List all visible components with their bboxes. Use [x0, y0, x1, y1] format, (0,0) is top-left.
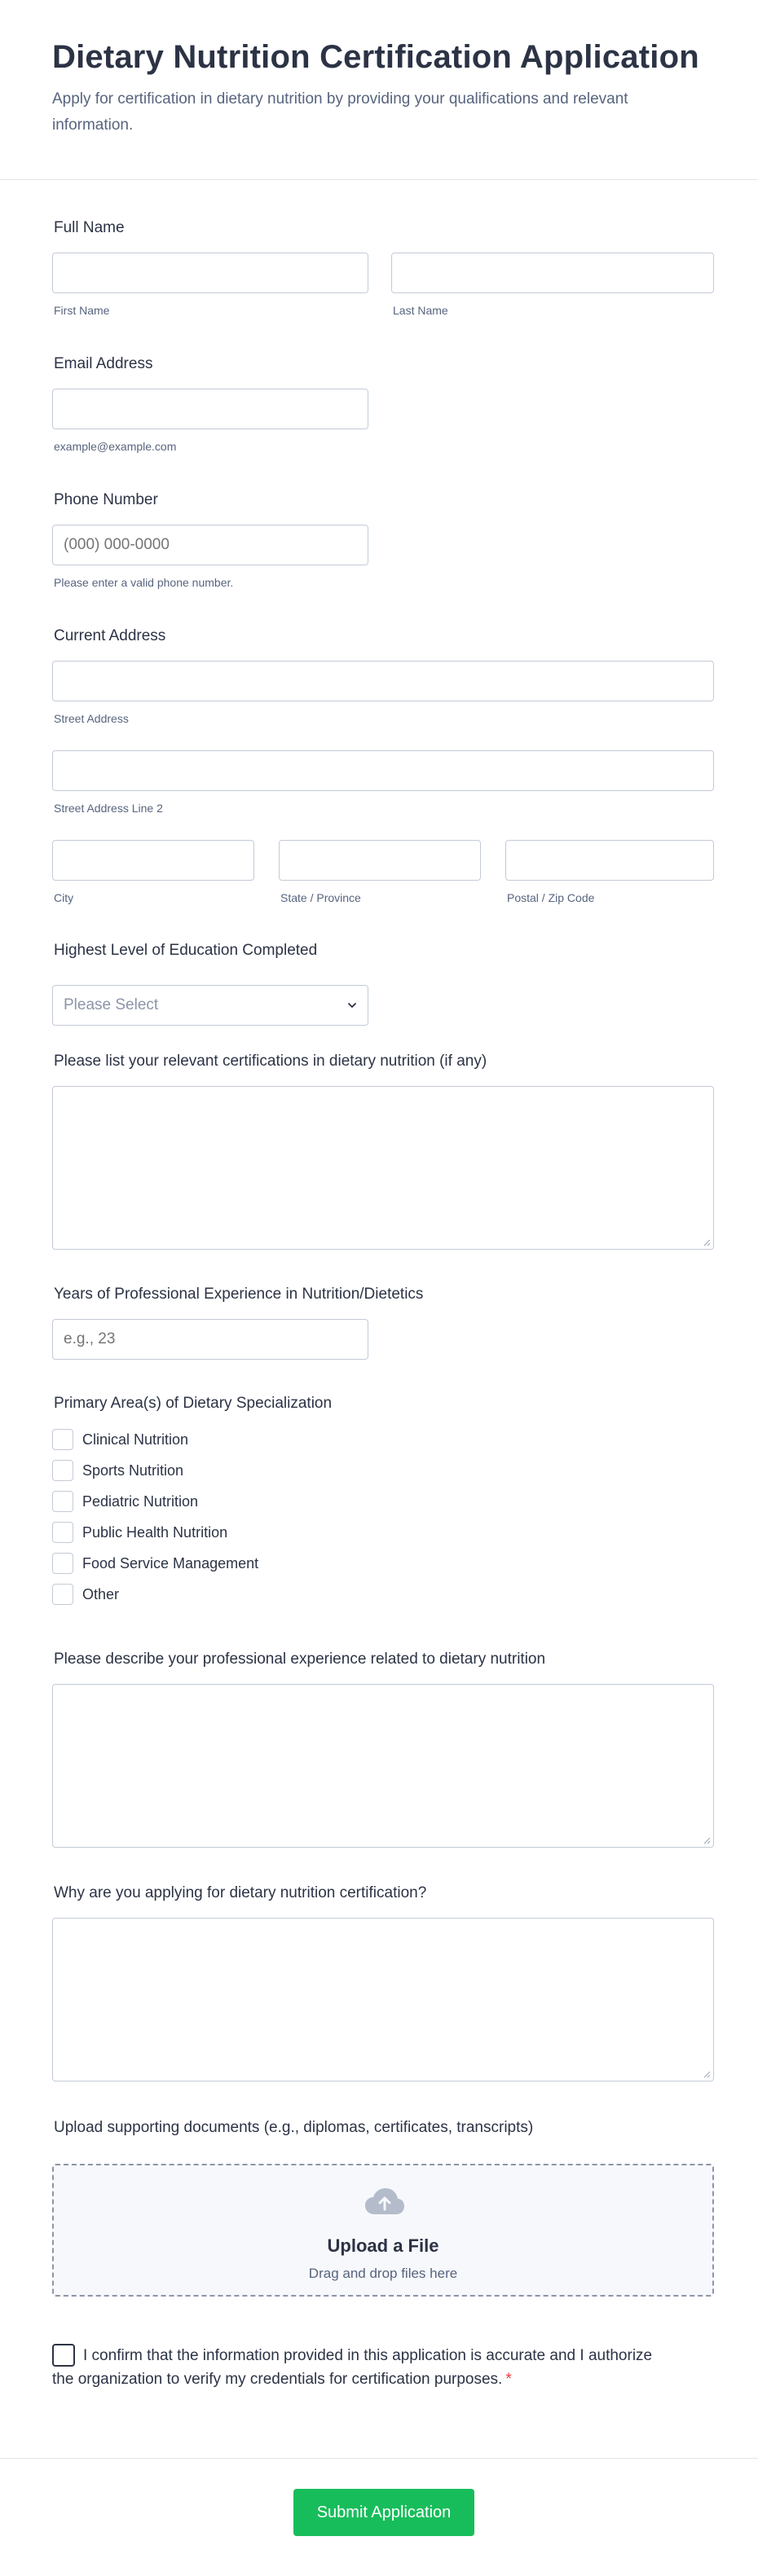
phone-sublabel: Please enter a valid phone number. — [54, 576, 234, 589]
address-label: Current Address — [54, 627, 166, 644]
street-address-line2-input[interactable] — [52, 750, 714, 791]
first-name-sublabel: First Name — [54, 304, 110, 317]
checkbox[interactable] — [52, 1584, 73, 1605]
email-input[interactable] — [52, 389, 368, 429]
state-sublabel: State / Province — [280, 891, 361, 904]
experience-years-input[interactable] — [52, 1319, 368, 1360]
specialization-option[interactable] — [52, 1459, 183, 1482]
city-sublabel: City — [54, 891, 74, 904]
checkbox-label: Clinical Nutrition — [82, 1431, 189, 1448]
street-address-line2-sublabel: Street Address Line 2 — [54, 802, 163, 815]
checkbox[interactable] — [52, 1553, 73, 1574]
email-sublabel: example@example.com — [54, 440, 177, 453]
email-label: Email Address — [54, 355, 153, 372]
checkbox-label: Public Health Nutrition — [82, 1523, 228, 1541]
resize-handle-icon[interactable] — [703, 1837, 711, 1844]
page-subtitle: Apply for certification in dietary nutrition by providing your qualifications and relevant information. — [52, 90, 628, 134]
specialization-option[interactable] — [52, 1428, 188, 1451]
specialization-option[interactable] — [52, 1552, 258, 1575]
reason-label: Why are you applying for dietary nutrition certification? — [54, 1884, 427, 1901]
resize-handle-icon[interactable] — [703, 1239, 711, 1246]
first-name-input[interactable] — [52, 253, 368, 293]
full-name-label: Full Name — [54, 219, 125, 236]
last-name-input[interactable] — [391, 253, 714, 293]
required-marker: * — [505, 2371, 512, 2388]
page-title: Dietary Nutrition Certification Application — [52, 39, 699, 75]
checkbox[interactable] — [52, 1522, 73, 1543]
submit-button[interactable]: Submit Application — [293, 2489, 474, 2536]
checkbox[interactable] — [52, 1429, 73, 1450]
city-input[interactable] — [52, 840, 254, 881]
certifications-label: Please list your relevant certifications in dietary nutrition (if any) — [54, 1053, 487, 1070]
confirm-label — [52, 2344, 655, 2391]
upload-subtitle: Drag and drop files here — [308, 2266, 458, 2281]
form-header — [0, 0, 758, 180]
phone-input[interactable] — [52, 525, 368, 565]
education-label: Highest Level of Education Completed — [54, 942, 318, 959]
checkbox-label: Other — [82, 1585, 120, 1602]
specialization-option[interactable] — [52, 1583, 119, 1606]
upload-label: Upload supporting documents (e.g., diplomas, certificates, transcripts) — [54, 2119, 534, 2136]
footer-divider — [0, 2458, 758, 2459]
resize-handle-icon[interactable] — [703, 2071, 711, 2078]
street-address-sublabel: Street Address — [54, 712, 129, 725]
zip-sublabel: Postal / Zip Code — [507, 891, 595, 904]
certifications-textarea[interactable] — [52, 1086, 714, 1250]
upload-title: Upload a File — [327, 2235, 439, 2256]
experience-desc-label: Please describe your professional experience related to dietary nutrition — [54, 1651, 546, 1668]
chevron-down-icon — [346, 1000, 358, 1011]
confirm-text: I confirm that the information provided in this application is accurate and I authorize the organization to verify my credentials for certification purposes. — [52, 2347, 653, 2388]
file-upload-dropzone[interactable] — [52, 2164, 714, 2297]
education-select-value: Please Select — [64, 996, 159, 1013]
street-address-input[interactable] — [52, 661, 714, 701]
checkbox[interactable] — [52, 1460, 73, 1481]
reason-textarea[interactable] — [52, 1918, 714, 2081]
checkbox-label: Food Service Management — [82, 1554, 259, 1572]
specialization-option[interactable] — [52, 1490, 198, 1513]
zip-input[interactable] — [505, 840, 714, 881]
experience-desc-textarea[interactable] — [52, 1684, 714, 1848]
experience-years-label: Years of Professional Experience in Nutrition/Dietetics — [54, 1286, 424, 1303]
specialization-label: Primary Area(s) of Dietary Specialization — [54, 1395, 333, 1412]
phone-label: Phone Number — [54, 491, 158, 508]
last-name-sublabel: Last Name — [393, 304, 448, 317]
checkbox-label: Pediatric Nutrition — [82, 1492, 199, 1510]
checkbox-label: Sports Nutrition — [82, 1462, 184, 1479]
checkbox[interactable] — [52, 1491, 73, 1512]
specialization-option[interactable] — [52, 1521, 227, 1544]
education-select[interactable] — [52, 985, 368, 1026]
cloud-upload-icon — [364, 2187, 406, 2218]
state-input[interactable] — [279, 840, 481, 881]
